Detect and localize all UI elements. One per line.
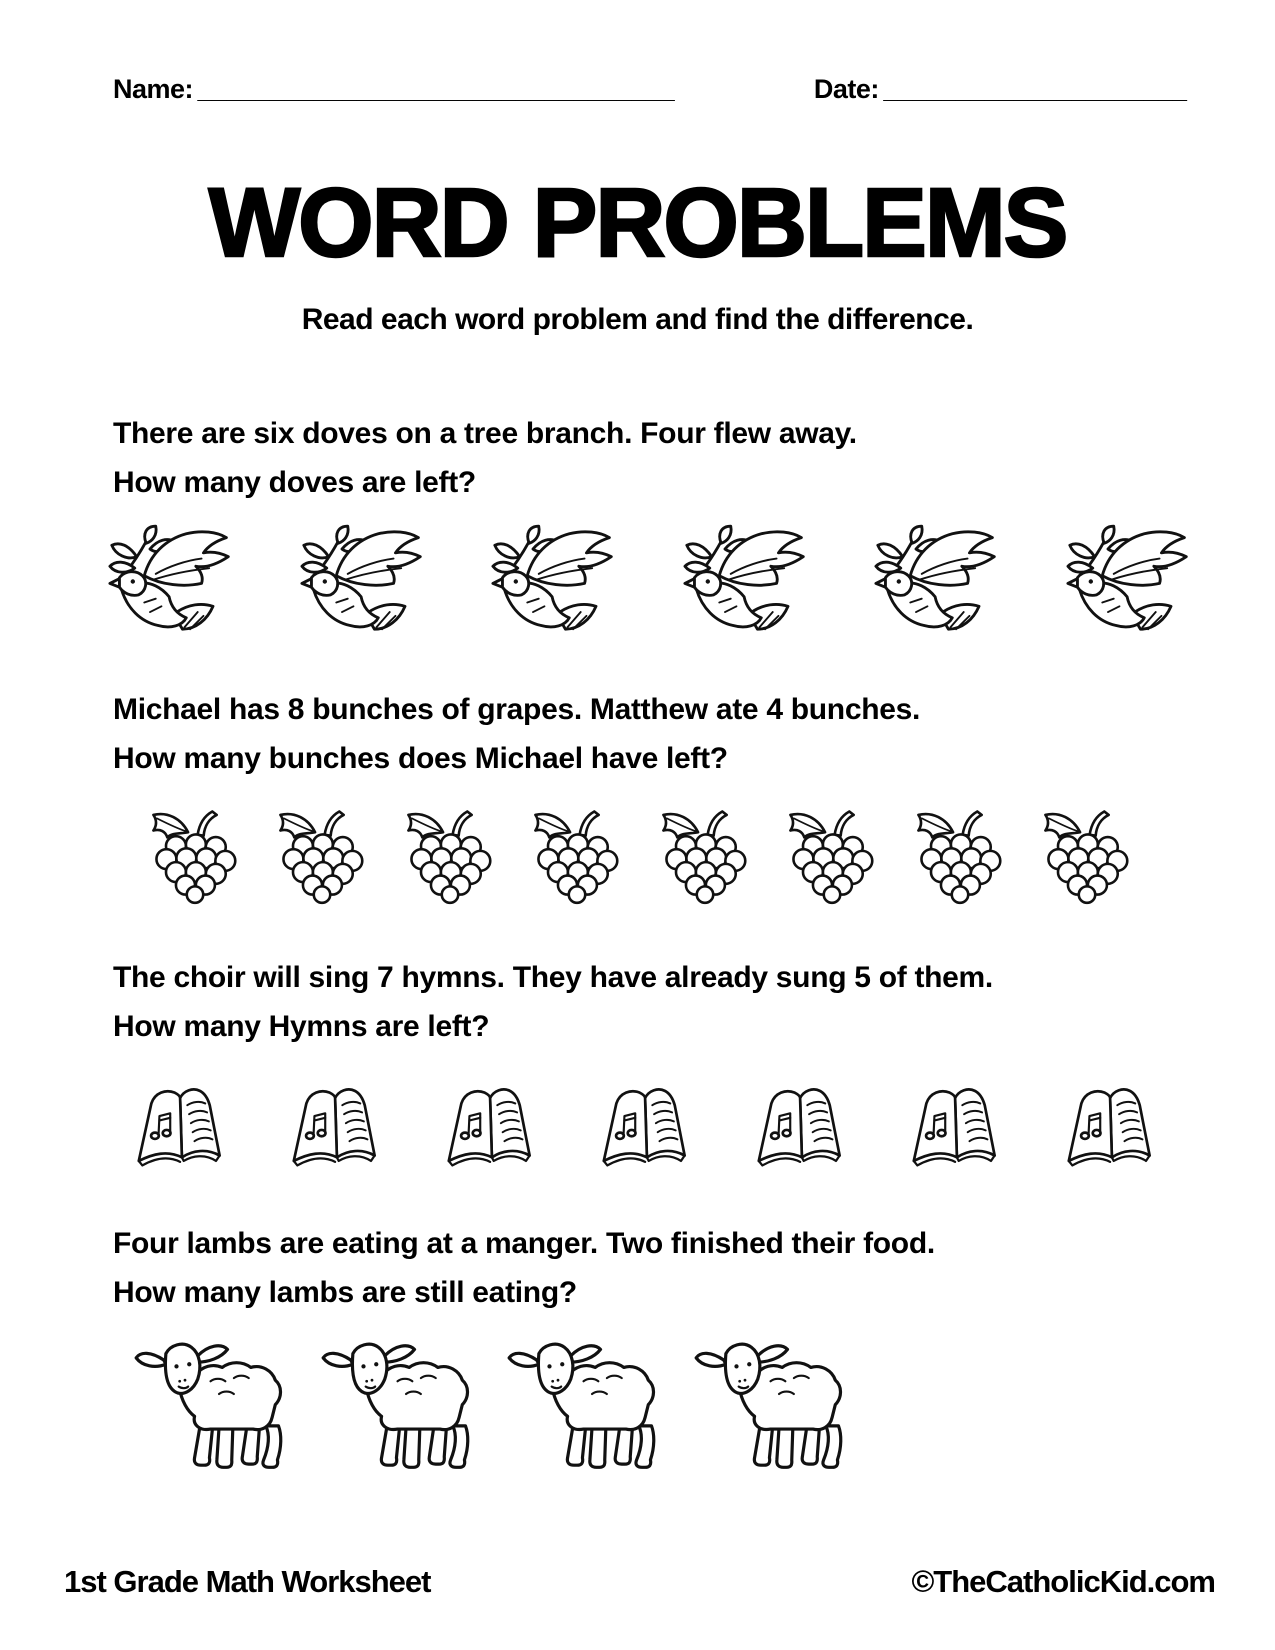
footer-copyright: ©TheCatholicKid.com — [911, 1564, 1215, 1599]
hymnal-icon — [903, 1080, 1009, 1170]
problem-2-line2: How many bunches does Michael have left? — [113, 741, 728, 775]
grapes-icon — [908, 808, 1012, 905]
dove-icon-row — [108, 524, 1192, 639]
header-row — [113, 74, 1187, 105]
problem-3-text — [113, 954, 993, 1051]
name-field — [113, 74, 675, 105]
lamb-icon — [134, 1328, 304, 1477]
grapes-icon — [653, 808, 757, 905]
name-blank-line: _________________________________ — [197, 74, 675, 104]
hymnal-icon — [593, 1080, 699, 1170]
date-label: Date: — [813, 74, 879, 104]
grapes-icon — [143, 808, 247, 905]
date-field — [814, 74, 1187, 105]
grapes-icon-row — [143, 808, 1139, 905]
hymnal-icon — [128, 1080, 234, 1170]
dove-icon — [108, 524, 234, 639]
hymnal-icon — [438, 1080, 544, 1170]
name-label: Name: — [113, 74, 194, 104]
hymnal-icon — [283, 1080, 389, 1170]
dove-icon — [1066, 524, 1192, 639]
hymnal-icon — [748, 1080, 854, 1170]
grapes-icon — [525, 808, 629, 905]
date-blank-line: _____________________ — [883, 74, 1187, 104]
footer-worksheet-label: 1st Grade Math Worksheet — [64, 1564, 431, 1599]
page-title: WORD PROBLEMS — [208, 168, 1067, 277]
lamb-icon-row — [134, 1328, 864, 1477]
lamb-icon — [321, 1328, 491, 1477]
grapes-icon — [398, 808, 502, 905]
problem-1-line1: There are six doves on a tree branch. Four flew away. — [113, 417, 857, 450]
dove-icon — [300, 524, 426, 639]
problem-4-line2: How many lambs are still eating? — [113, 1275, 577, 1309]
problem-1-line2: How many doves are left? — [113, 465, 476, 499]
problem-3-line1: The choir will sing 7 hymns. They have already sung 5 of them. — [113, 961, 993, 994]
footer — [64, 1564, 1215, 1600]
hymnal-icon — [1058, 1080, 1164, 1170]
problem-3-line2: How many Hymns are left? — [113, 1009, 490, 1043]
lamb-icon — [694, 1328, 864, 1477]
problem-4-line1: Four lambs are eating at a manger. Two finished their food. — [113, 1227, 935, 1260]
problem-1-text — [113, 410, 857, 507]
lamb-icon — [507, 1328, 677, 1477]
problem-4-text — [113, 1220, 935, 1317]
grapes-icon — [270, 808, 374, 905]
dove-icon — [874, 524, 1000, 639]
dove-icon — [491, 524, 617, 639]
hymnal-icon-row — [128, 1080, 1164, 1170]
problem-2-line1: Michael has 8 bunches of grapes. Matthew ate 4 bunches. — [113, 693, 921, 726]
grapes-icon — [1035, 808, 1139, 905]
grapes-icon — [780, 808, 884, 905]
dove-icon — [683, 524, 809, 639]
page-subtitle: Read each word problem and find the difference. — [301, 303, 974, 336]
problem-2-text — [113, 686, 920, 783]
